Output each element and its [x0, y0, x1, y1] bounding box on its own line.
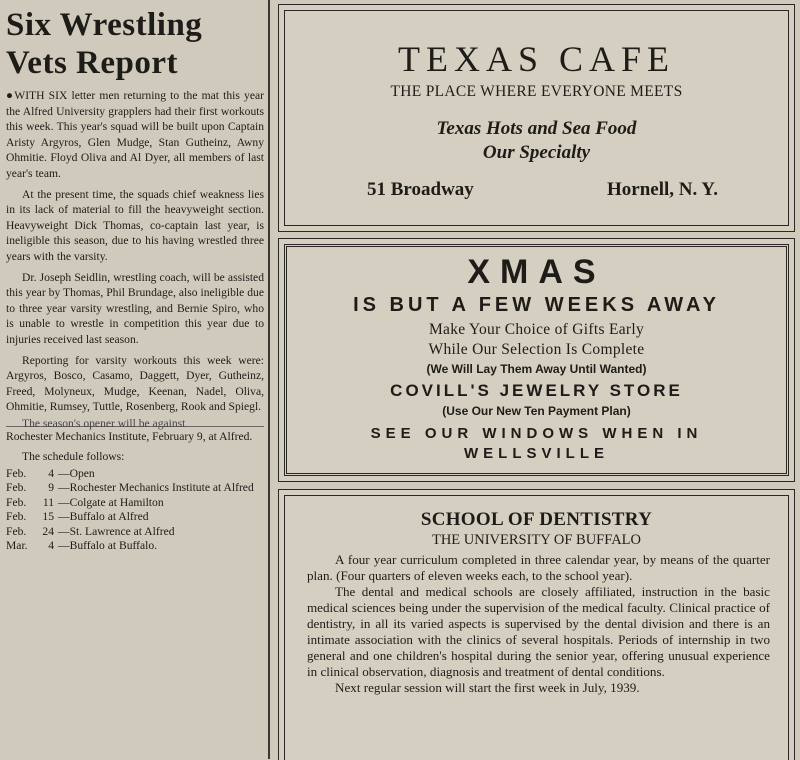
ad-border — [284, 244, 789, 476]
schedule-dash: — — [58, 524, 70, 538]
schedule-event: Buffalo at Buffalo. — [69, 539, 158, 553]
schedule-row — [6, 525, 264, 539]
ad-city: Hornell, N. Y. — [606, 179, 718, 200]
schedule-event: Colgate at Hamilton — [69, 495, 164, 509]
ad-address: 51 Broadway — [367, 179, 474, 200]
schedule-month: Feb. — [6, 524, 27, 538]
article-paragraph: ●WITH SIX letter men returning to the mat this year the Alfred University grapplers had their first workouts this week. This year's squad will be built upon Captain Aristy Argyros, Glen Mudge, Stan Gutheinz, Awny Ohmitie. Floyd Oliva and Al Dyer, all members of last year's team. — [6, 89, 264, 180]
schedule-row — [6, 539, 264, 553]
schedule-row — [6, 510, 264, 524]
schedule-month: Feb. — [6, 495, 27, 509]
schedule-intro: The schedule follows: — [22, 450, 125, 464]
cut-line: The season's opener will be against — [22, 416, 186, 430]
dentistry-school-ad — [278, 489, 795, 760]
ad-paragraph: A four year curriculum completed in three calendar year, by means of the quarter plan. (Four quarters of eleven weeks each, to the school year). — [307, 552, 770, 583]
schedule-month: Mar. — [6, 539, 28, 553]
schedule-dash: — — [58, 539, 70, 553]
schedule-row — [6, 496, 264, 510]
schedule-event: St. Lawrence at Alfred — [69, 524, 175, 538]
schedule-month: Feb. — [6, 467, 27, 481]
bullet-icon: ● — [6, 89, 15, 102]
ad-tagline: THE PLACE WHERE EVERYONE MEETS — [390, 83, 683, 100]
schedule-day: 11 — [42, 495, 54, 509]
schedule-event: Open — [69, 467, 95, 481]
article-paragraph: Reporting for varsity workouts this week were: Argyros, Bosco, Casamo, Daggett, Dyer, Gutheinz, Freed, Molyneux, Mudge, Keenan, Nadel, Oliva, Ohmitie, Rumsey, Tuttle, Rosenberg, Rook and Spiegl. — [6, 353, 264, 414]
schedule-day: 4 — [48, 467, 54, 481]
ad-border — [284, 495, 789, 760]
ad-subtitle: THE UNIVERSITY OF BUFFALO — [431, 532, 642, 548]
headline-line-1: Six Wrestling — [6, 7, 203, 43]
ad-line: Make Your Choice of Gifts Early — [428, 321, 645, 338]
schedule-dash: — — [58, 495, 70, 509]
schedule-dash: — — [58, 481, 70, 495]
ad-body — [285, 552, 788, 696]
windows-line: SEE OUR WINDOWS WHEN IN — [370, 425, 703, 442]
ad-title: TEXAS CAFE — [397, 39, 676, 79]
ad-subtitle: IS BUT A FEW WEEKS AWAY — [353, 294, 720, 316]
schedule-event: Buffalo at Alfred — [69, 510, 149, 524]
ad-border — [284, 10, 789, 226]
specialty-line: Texas Hots and Sea Food — [436, 118, 637, 139]
ad-store-name: COVILL'S JEWELRY STORE — [390, 381, 683, 400]
column-rule — [268, 0, 270, 759]
ad-line: While Our Selection Is Complete — [428, 341, 645, 358]
wrestling-article — [6, 6, 264, 554]
schedule-dash: — — [58, 510, 70, 524]
schedule-day: 4 — [48, 539, 54, 553]
article-continuation: Rochester Mechanics Institute, February 9, at Alfred. — [6, 429, 253, 443]
article-paragraph: Dr. Joseph Seidlin, wrestling coach, will be assisted this year by Thomas, Phil Brundage, also ineligible due to three year varsity wrestling, and Bernie Spiro, who is unable to wrestle in competition this year due to injuries received last season. — [6, 270, 264, 346]
article-headline — [6, 6, 264, 82]
schedule-day: 9 — [48, 481, 54, 495]
article-paragraph: At the present time, the squads chief weakness lies in its lack of material to fill the heavyweight section. Heavyweight Dick Thomas, co-captain last year, is ineligible this season, due to his having wrestled three years with the varsity. — [6, 187, 264, 263]
schedule-month: Feb. — [6, 510, 27, 524]
schedule-day: 15 — [42, 510, 54, 524]
ad-payment-plan: (Use Our New Ten Payment Plan) — [442, 404, 631, 418]
schedule-row — [6, 481, 264, 495]
ad-title: SCHOOL OF DENTISTRY — [420, 509, 653, 530]
schedule-dash: — — [58, 467, 70, 481]
schedule-event: Rochester Mechanics Institute at Alfred — [69, 481, 254, 495]
ad-title: XMAS — [467, 253, 606, 291]
schedule-list — [6, 467, 264, 553]
ad-layaway: (We Will Lay Them Away Until Wanted) — [426, 362, 647, 376]
texas-cafe-ad — [278, 4, 795, 232]
ad-paragraph: The dental and medical schools are closely affiliated, instruction in the basic medical sciences being under the supervision of the medical faculty. Clinical practice of dentistry, in all its varied aspects is supervised by the dental division and there is an intimate association with the clinics of several hospitals. Periods of internship in two general and one children's hospital during the senior year, offering unusual experience in clinical observation, diagnosis and treatment of dental conditions. — [307, 584, 770, 679]
windows-line: WELLSVILLE — [464, 445, 609, 462]
ad-windows — [287, 424, 786, 464]
schedule-row — [6, 467, 264, 481]
schedule-day: 24 — [42, 524, 54, 538]
headline-line-2: Vets Report — [6, 45, 178, 81]
specialty-line: Our Specialty — [482, 142, 591, 163]
ad-specialty — [285, 117, 788, 165]
article-body — [6, 88, 264, 465]
ad-address-row — [285, 179, 788, 201]
xmas-jewelry-ad — [278, 238, 795, 482]
schedule-month: Feb. — [6, 481, 27, 495]
ad-paragraph: Next regular session will start the first week in July, 1939. — [335, 680, 640, 695]
